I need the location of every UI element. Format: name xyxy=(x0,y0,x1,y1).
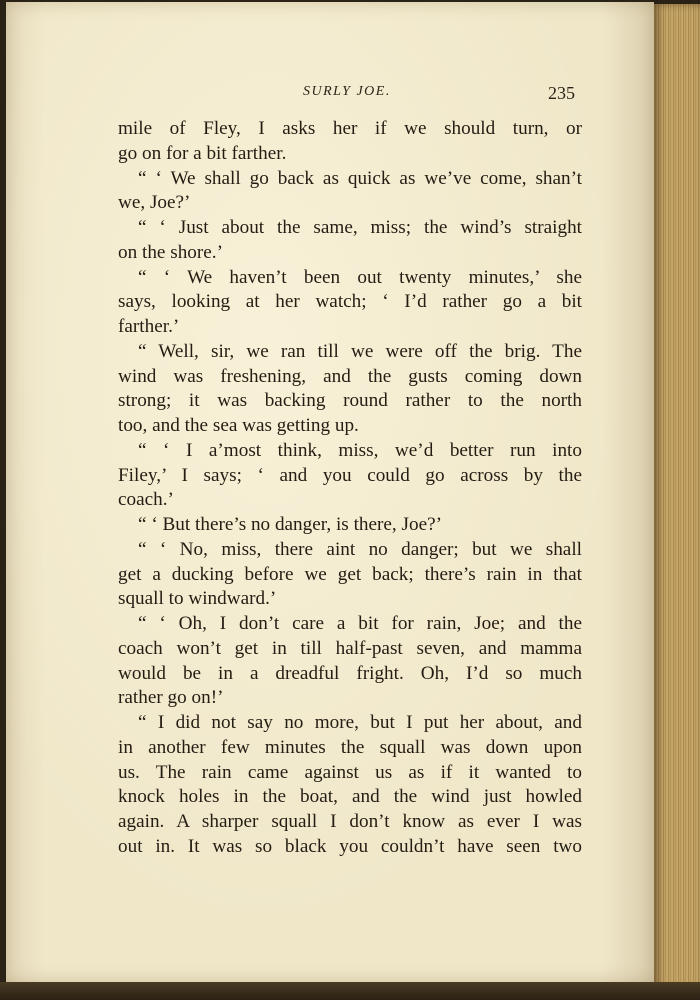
text-line: “ I did not say no more, but I put her about, and xyxy=(138,712,582,733)
text-line: we, Joe?’ xyxy=(118,192,191,214)
text-line: go on for a bit farther. xyxy=(118,142,287,164)
text-line: “ ‘ We haven’t been out twenty minutes,’ she xyxy=(138,266,582,288)
text-line: get a ducking before we get back; there’s rain in that xyxy=(118,563,582,585)
text-line: knock holes in the boat, and the wind just howled xyxy=(118,786,582,808)
text-line: “ ‘ I a’most think, miss, we’d better run into xyxy=(138,439,582,461)
text-line: coach.’ xyxy=(118,489,174,511)
text-line: us. The rain came against us as if it wanted to xyxy=(118,761,582,783)
text-line: farther.’ xyxy=(118,316,180,337)
text-line: coach won’t get in till half-past seven, and mamma xyxy=(118,637,582,659)
text-line: “ ‘ We shall go back as quick as we’ve come, shan’t xyxy=(138,167,582,189)
text-line: too, and the sea was getting up. xyxy=(118,415,359,436)
binding-edge xyxy=(0,982,700,1000)
text-line: “ Well, sir, we ran till we were off the brig. The xyxy=(138,340,582,362)
text-line: “ ‘ Just about the same, miss; the wind’s straight xyxy=(138,217,582,238)
text-line: would be in a dreadful fright. Oh, I’d so much xyxy=(118,662,582,684)
running-head-title: SURLY JOE. xyxy=(303,84,391,99)
text-line: strong; it was backing round rather to the north xyxy=(118,390,582,412)
running-head xyxy=(6,84,654,104)
text-line: mile of Fley, I asks her if we should turn, or xyxy=(118,118,582,139)
text-line: “ ‘ No, miss, there aint no danger; but we shall xyxy=(138,538,582,560)
text-line: squall to windward.’ xyxy=(118,588,277,610)
page-edges xyxy=(654,4,700,989)
book-page xyxy=(6,2,654,982)
text-line: on the shore.’ xyxy=(118,241,223,263)
text-line: in another few minutes the squall was down upon xyxy=(118,736,582,758)
text-line: again. A sharper squall I don’t know as ever I was xyxy=(118,811,582,832)
page-number: 235 xyxy=(548,83,575,103)
text-line: rather go on!’ xyxy=(118,687,224,709)
text-line: “ ‘ But there’s no danger, is there, Joe?’ xyxy=(138,514,442,535)
body-text xyxy=(118,117,582,860)
text-line: says, looking at her watch; ‘ I’d rather go a bit xyxy=(118,291,582,313)
text-line: “ ‘ Oh, I don’t care a bit for rain, Joe; and the xyxy=(138,613,582,634)
text-line: out in. It was so black you couldn’t have seen two xyxy=(118,835,582,857)
text-line: wind was freshening, and the gusts coming down xyxy=(118,365,582,387)
text-line: Filey,’ I says; ‘ and you could go across by the xyxy=(118,464,582,486)
